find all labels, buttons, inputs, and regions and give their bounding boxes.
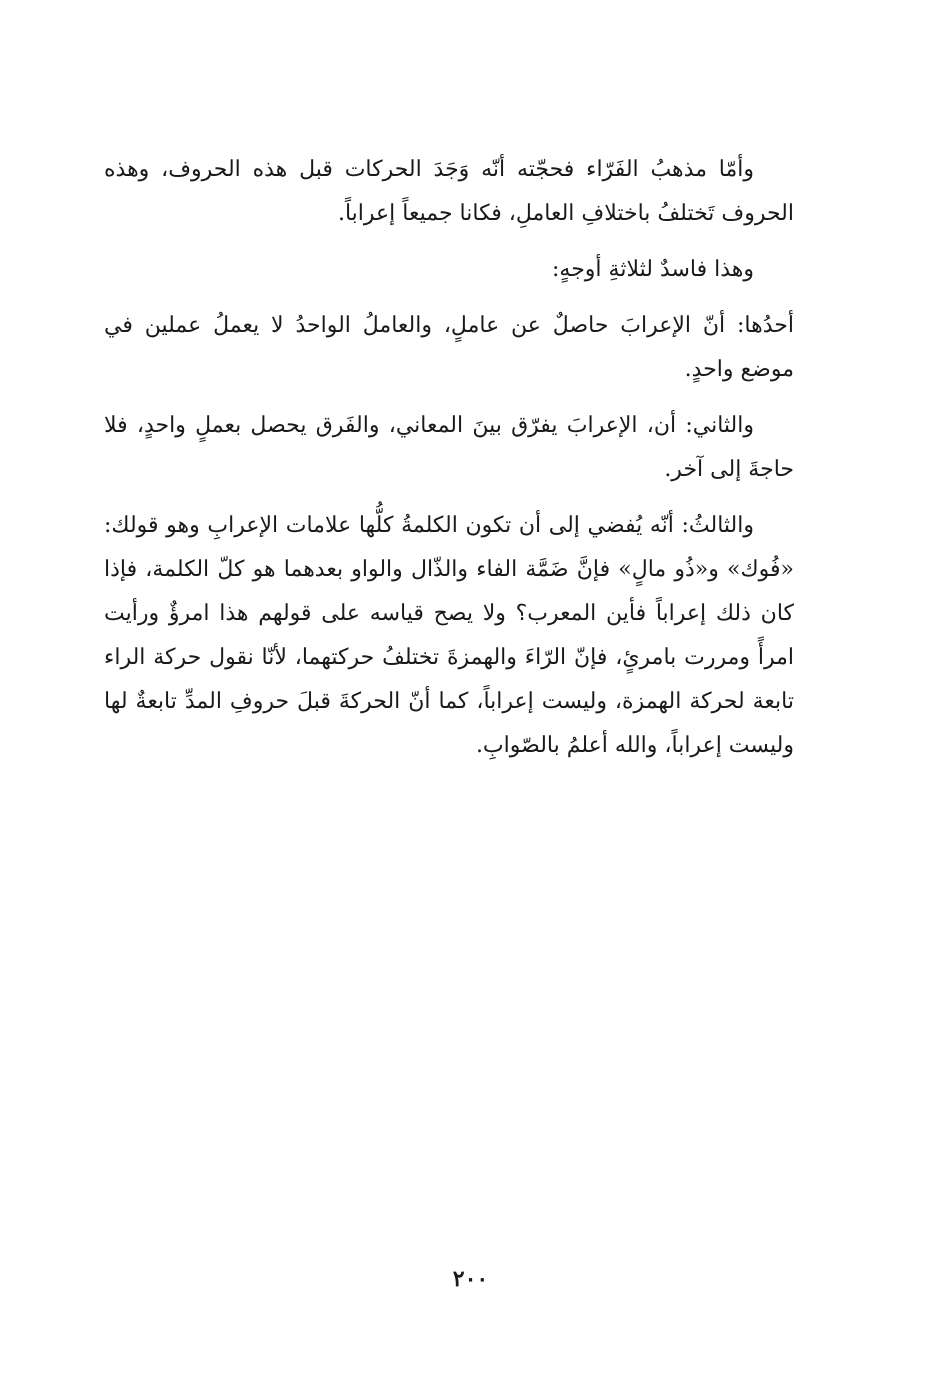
main-text	[104, 148, 794, 780]
paragraph-third-reason: والثالثُ: أنّه يُفضي إلى أن تكون الكلمةُ كلُّها علامات الإعرابِ وهو قولك: «فُوك» و«ذُو مالٍ» فإنَّ ضَمَّة الفاء والذّال والواو بعدهما هو كلّ الكلمة، فإذا كان ذلك إعراباً فأين المعرب؟ ولا يصح قياسه على قولهم هذا امرؤٌ ورأيت امرأً ومررت بامرئٍ، فإنّ الرّاءَ والهمزةَ تختلفُ حركتهما، لأنّا نقول حركة الراء تابعة لحركة الهمزة، وليست إعراباً، كما أنّ الحركةَ قبلَ حروفِ المدِّ تابعةٌ لها وليست إعراباً، والله أعلمُ بالصّوابِ.	[104, 513, 794, 758]
paragraph-second-reason: والثاني: أن، الإعرابَ يفرّق بينَ المعاني، والفَرق يحصل بعملٍ واحدٍ، فلا حاجةَ إلى آخر.	[104, 413, 794, 482]
paragraph-three-reasons: وهذا فاسدٌ لثلاثةِ أوجهٍ:	[552, 257, 754, 282]
page-number: ٢٠٠	[452, 1266, 489, 1292]
paragraph-farra-doctrine: وأمّا مذهبُ الفَرّاء فحجّته أنّه وَجَدَ الحركات قبل هذه الحروف، وهذه الحروف تَختلفُ باختلافِ العاملِ، فكانا جميعاً إعراباً.	[104, 157, 794, 226]
paragraph-first-reason: أحدُها: أنّ الإعرابَ حاصلٌ عن عاملٍ، والعاملُ الواحدُ لا يعملُ عملين في موضع واحدٍ.	[104, 313, 794, 382]
